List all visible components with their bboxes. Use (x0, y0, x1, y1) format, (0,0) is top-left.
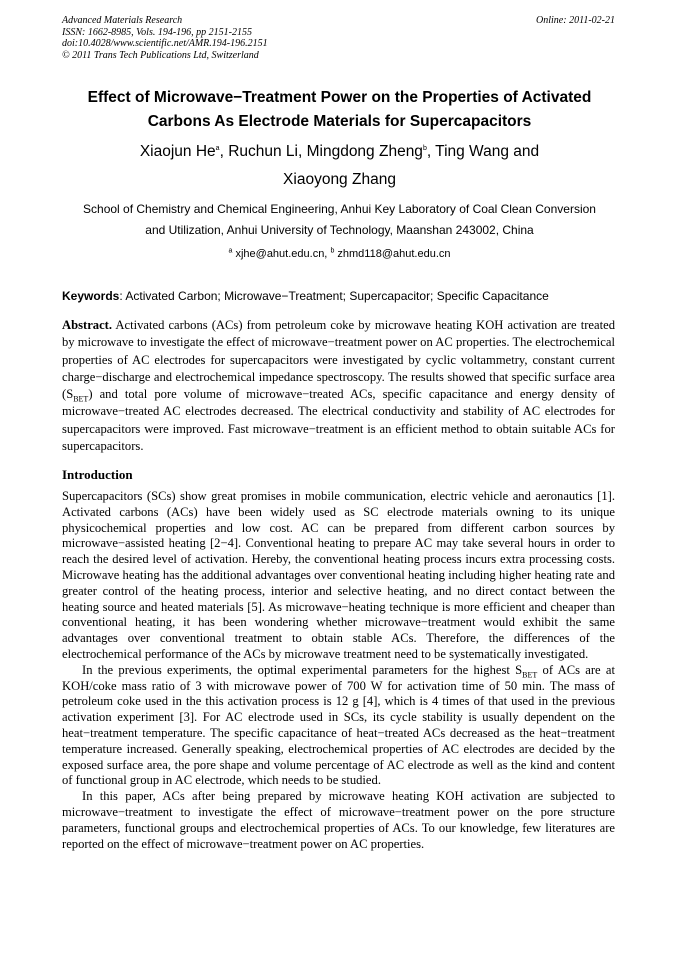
email-superscript: b (330, 247, 335, 255)
author-name: Xiaojun He (139, 143, 216, 160)
email-b[interactable]: zhmd118@ahut.edu.cn (337, 248, 451, 260)
author-line-2: Xiaoyong Zhang (283, 171, 396, 188)
abstract-text: Activated carbons (ACs) from petroleum coke by microwave heating KOH activation are treated by microwave to investigate the effect of microwave−treatment power on AC properties. The electrochemical properties of AC electrodes for supercapacitors were investigated by cyclic voltammetry, constant current charge−discharge and electrochemical impedance spectroscopy. The results showed that specific surface area (S (62, 318, 615, 402)
paragraph-text: In the previous experiments, the optimal experimental parameters for the highest S (82, 662, 523, 677)
author-name: , Ruchun Li, Mingdong Zheng (219, 143, 423, 160)
online-date: Online: 2011-02-21 (536, 15, 615, 26)
section-heading: Introduction (62, 467, 133, 482)
title-line-1: Effect of Microwave−Treatment Power on the Properties of Activated (87, 89, 592, 106)
author-name: , Ting Wang and (426, 143, 540, 160)
author-superscript: a (215, 144, 220, 152)
title-line-2: Carbons As Electrode Materials for Supercapacitors (147, 113, 532, 130)
author-list (62, 138, 617, 194)
affiliation-line-2: and Utilization, Anhui University of Technology, Maanshan 243002, China (145, 223, 534, 237)
email-a[interactable]: xjhe@ahut.edu.cn, (235, 248, 328, 260)
paragraph-text: of ACs are at KOH/coke mass ratio of 3 with microwave power of 700 W for activation time of 50 min. The mass of petroleum coke used in the this activation process is 12 g [4], which is 4 times of that used in the previous activation experiment [3]. For AC electrode used in SCs, its cycle stability is usually dependent on the heat−treatment temperature. The specific capacitance of heat−treated ACs decreased as the heat−treatment temperature increased. Generally speaking, electrochemical properties of AC electrodes are decided by the exposed surface area, the pore shape and volume percentage of AC electrode as well as the kind and content of functional group in AC electrode, which needs to be studied. (62, 662, 615, 788)
keywords-label: Keywords (62, 289, 120, 303)
copyright-line: © 2011 Trans Tech Publications Ltd, Switzerland (62, 49, 259, 61)
issn-line: ISSN: 1662-8985, Vols. 194-196, pp 2151-2155 (62, 26, 252, 38)
abstract-text: ) and total pore volume of microwave−treated ACs, specific capacitance and energy density of microwave−treated AC electrodes decreased. The electrical conductivity and stability of AC electrodes for supercapacitors were improved. Fast microwave−treatment is an efficient method to obtain suitable ACs for supercapacitors. (62, 387, 615, 454)
introduction-body (62, 489, 615, 852)
subscript: BET (73, 394, 89, 404)
affiliation (62, 199, 617, 241)
journal-header (62, 15, 617, 61)
author-line-1 (62, 138, 617, 166)
author-superscript: b (422, 144, 427, 152)
paper-title (62, 86, 617, 134)
subscript: BET (522, 670, 538, 680)
email-list (62, 246, 617, 262)
doi-line[interactable]: doi:10.4028/www.scientific.net/AMR.194-196.2151 (62, 38, 268, 49)
journal-name: Advanced Materials Research (62, 15, 183, 26)
paragraph: In this paper, ACs after being prepared by microwave heating KOH activation are subjected to microwave−treatment to investigate the effect of microwave−treatment power on the pore structure parameters, functional groups and electrochemical properties of ACs. To our knowledge, few literatures are reported on the effect of microwave−treatment power on AC properties. (62, 789, 615, 851)
keywords (62, 288, 617, 304)
keywords-text: : Activated Carbon; Microwave−Treatment; Supercapacitor; Specific Capacitance (119, 289, 549, 303)
email-superscript: a (228, 247, 233, 255)
affiliation-line-1: School of Chemistry and Chemical Engineering, Anhui Key Laboratory of Coal Clean Conversion (83, 202, 596, 216)
paragraph: Supercapacitors (SCs) show great promises in mobile communication, electric vehicle and aeronautics [1]. Activated carbons (ACs) have been widely used as SC electrode materials owning to its unique physicochemical properties and low cost. AC can be prepared from different carbon sources by microwave−assisted heating [2−4]. Conventional heating to prepare AC may take several hours in order to reach the desired level of activation. Hereby, the conventional heating process incurs extra processing costs. Microwave heating has the additional advantages over conventional heating including higher heating rate and greater control of the heating process, interior and selective heating, and no direct contact between the heating source and heated materials [5]. As microwave−heating technique is more efficient and cheaper than conventional heating, it has been wondering whether microwave−treatment would exhibit the same advantages over conventional treatment to obtain stable ACs. Therefore, the differences of the electrochemical performance of the ACs by microwave treatment need to be systematically investigated. (62, 489, 615, 661)
abstract (62, 317, 615, 455)
paragraph (62, 663, 615, 789)
abstract-label: Abstract. (62, 318, 113, 332)
